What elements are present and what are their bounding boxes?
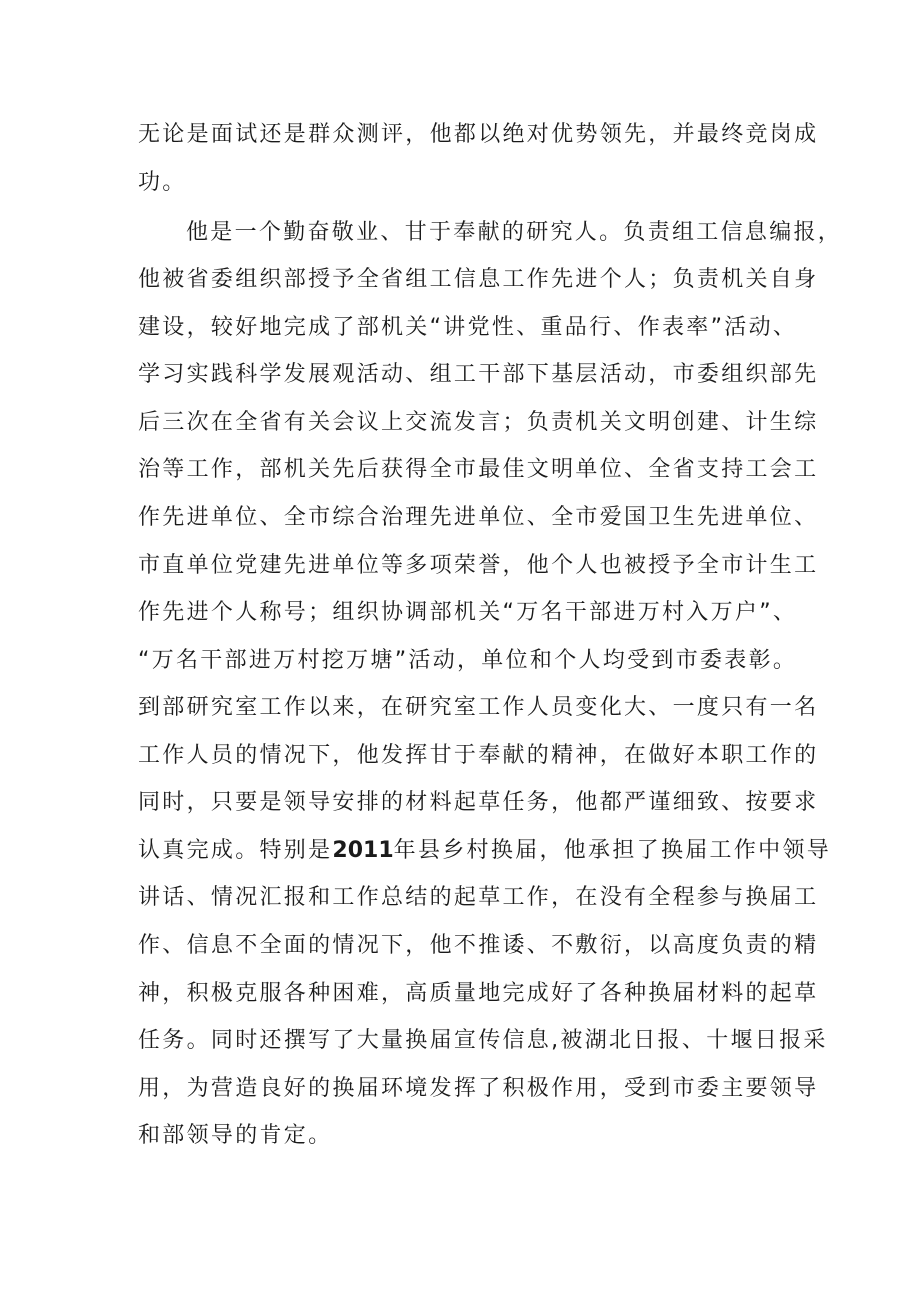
text-line: 任务。同时还撰写了大量换届宣传信息,被湖北日报、十堰日报采: [138, 1028, 828, 1053]
text-line: 无论是面试还是群众测评，他都以绝对优势领先，并最终竞岗成: [138, 122, 819, 147]
text-line: [138, 836, 832, 866]
text-line: 作先进单位、全市综合治理先进单位、全市爱国卫生先进单位、: [138, 505, 819, 530]
text-line: 市直单位党建先进单位等多项荣誉，他个人也被授予全市计生工: [138, 553, 819, 578]
text-line: 学习实践科学发展观活动、组工干部下基层活动，市委组织部先: [138, 362, 819, 387]
text-line: 后三次在全省有关会议上交流发言；负责机关文明创建、计生综: [138, 410, 819, 435]
text-line: 神，积极克服各种困难，高质量地完成好了各种换届材料的起草: [138, 981, 819, 1006]
text-line: 他被省委组织部授予全省组工信息工作先进个人；负责机关自身: [138, 267, 819, 292]
text-line: 工作人员的情况下，他发挥甘于奉献的精神，在做好本职工作的: [138, 743, 819, 768]
text-line: 功。: [138, 170, 187, 195]
text-line: 同时，只要是领导安排的材料起草任务，他都严谨细致、按要求: [138, 790, 819, 815]
text-segment: 年县乡村换届，他承担了换届工作中领导: [393, 838, 832, 863]
text-line: 讲话、情况汇报和工作总结的起草工作，在没有全程参与换届工: [138, 885, 819, 910]
text-line: 作、信息不全面的情况下，他不推诿、不敷衍，以高度负责的精: [138, 933, 819, 958]
text-line: 作先进个人称号；组织协调部机关“万名干部进万村入万户”、: [138, 600, 798, 625]
year-number: 2011: [332, 838, 394, 863]
text-line: “万名干部进万村挖万塘”活动，单位和个人均受到市委表彰。: [138, 648, 798, 673]
text-line: 治等工作，部机关先后获得全市最佳文明单位、全省支持工会工: [138, 457, 819, 482]
text-line: 建设，较好地完成了部机关“讲党性、重品行、作表率”活动、: [138, 315, 798, 340]
text-segment: 认真完成。特别是: [138, 838, 333, 863]
paragraph-first-line: 他是一个勤奋敬业、甘于奉献的研究人。负责组工信息编报，: [186, 220, 843, 245]
text-line: 到部研究室工作以来，在研究室工作人员变化大、一度只有一名: [138, 695, 819, 720]
text-line: 用，为营造良好的换届环境发挥了积极作用，受到市委主要领导: [138, 1076, 819, 1101]
text-line: 和部领导的肯定。: [138, 1123, 333, 1148]
